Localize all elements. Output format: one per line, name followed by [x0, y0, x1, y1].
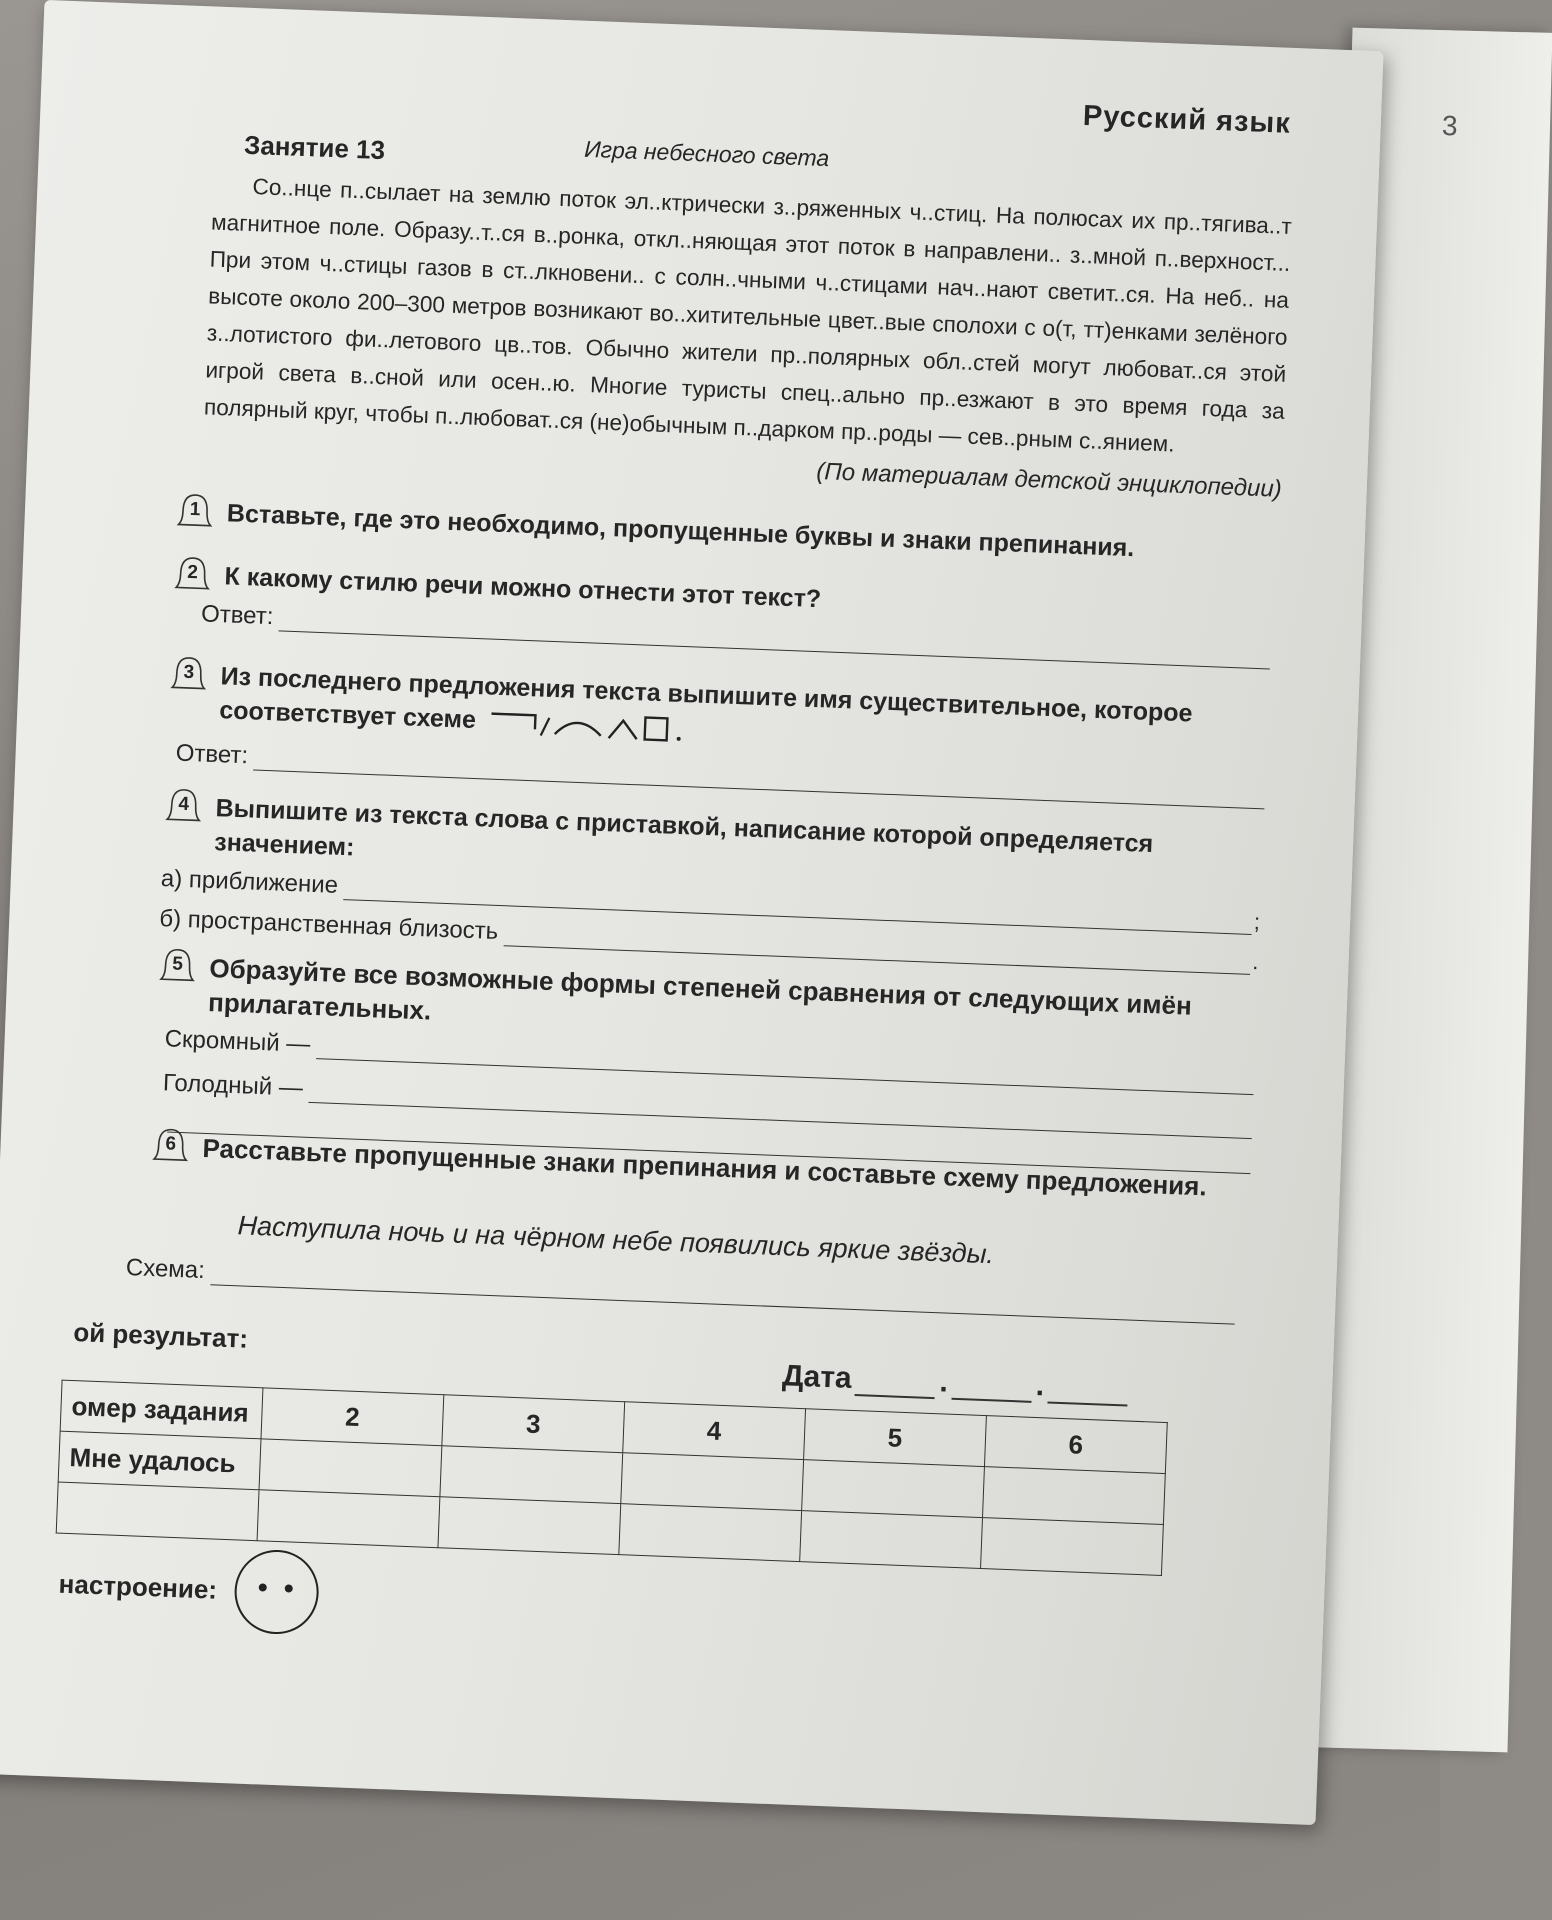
- task-4-number: 4: [178, 793, 190, 816]
- row-label-empty: [56, 1482, 259, 1541]
- morpheme-scheme-icon: [488, 706, 689, 746]
- task-5-question: Образуйте все возможные формы степеней сравнения от следующих имён прилагательных.: [207, 952, 1193, 1026]
- passage-source: (По материалам детской энциклопедии): [815, 457, 1283, 503]
- task-5-item-2-label: Голодный —: [162, 1069, 304, 1102]
- task-4-item-b-punct: .: [1251, 949, 1260, 975]
- table-cell[interactable]: [438, 1497, 621, 1555]
- task-4-item-b-label: б) пространственная близость: [158, 905, 499, 946]
- reading-passage: [203, 167, 1292, 467]
- task-3-badge: [168, 653, 209, 693]
- table-cell[interactable]: [800, 1511, 983, 1569]
- date-month-field[interactable]: [951, 1380, 1032, 1403]
- results-title: ой результат:: [72, 1317, 249, 1354]
- success-cell[interactable]: [802, 1460, 985, 1518]
- task-5-number: 5: [171, 953, 184, 975]
- task-6-scheme-label: Схема:: [125, 1254, 206, 1285]
- task-1-number: 1: [189, 498, 201, 521]
- lesson-title: Занятие 13: [243, 129, 386, 166]
- passage-text: Со..нце п..сылает на землю поток эл..ктрически з..ряженных ч..стиц. На полюсах их пр..тягива..т магнитное поле. Образу..т..ся в..ронка, откл..няющая этот поток в направлени.. з..мной п..верхност... При этом ч..стицы газов в ст..лкновени.. с солн..чными ч..стицами нач..нают светит..ся. На неб.. на высоте около 200–300 метров возникают во..хитительные цвет..вые сполохи с о(т, тт)енками зелёного з..лотистого фи..летового цв..тов. Обычно жители пр..полярных обл..стей могут любоват..ся этой игрой света в..сной или осен..ю. Многие туристы спец..ально пр..езжают в это время года за полярный круг, чтобы п..любоват..ся (не)обычным п..дарком пр..роды — сев..рным с..янием.: [203, 174, 1293, 457]
- results-table: [56, 1380, 1168, 1576]
- task-2-number: 2: [186, 561, 199, 584]
- task-number-cell: 4: [623, 1402, 806, 1460]
- text-title: Игра небесного света: [583, 135, 830, 172]
- date-day-field[interactable]: [855, 1376, 936, 1399]
- facing-page-number: 3: [1441, 110, 1458, 142]
- task-5-item-1-label: Скромный —: [164, 1025, 311, 1058]
- task-3-question-text: Из последнего предложения текста выпишите имя существительное, которое соответствует схеме: [218, 662, 1194, 735]
- row-label-task-number: омер задания: [60, 1380, 263, 1439]
- page-content: [58, 66, 1302, 1707]
- task-4-item-a-punct: ;: [1253, 909, 1261, 935]
- task-2-question: К какому стилю речи можно отнести этот текст?: [224, 562, 822, 614]
- task-number-cell: 6: [984, 1416, 1167, 1474]
- success-cell[interactable]: [259, 1439, 442, 1497]
- mood-label: настроение:: [58, 1568, 218, 1605]
- smiley-eye-left: [259, 1583, 267, 1591]
- task-2-answer-label: Ответ:: [200, 600, 274, 631]
- task-6-question: Расставьте пропущенные знаки препинания и составьте схему предложения.: [202, 1132, 1208, 1202]
- task-4-badge: [163, 785, 204, 825]
- task-number-cell: 2: [261, 1388, 444, 1446]
- morpheme-scheme: [488, 706, 689, 746]
- subject-title: Русский язык: [1082, 99, 1292, 140]
- task-number-cell: 3: [442, 1395, 625, 1453]
- task-3-number: 3: [183, 661, 195, 684]
- date-row: Дата . .: [782, 1359, 1133, 1406]
- success-cell[interactable]: [621, 1453, 804, 1511]
- mood-row: [57, 1542, 320, 1636]
- task-6-scheme-line[interactable]: [210, 1262, 1235, 1324]
- smiley-face-icon[interactable]: [233, 1548, 320, 1635]
- date-label: Дата: [781, 1359, 853, 1395]
- task-6-number: 6: [165, 1133, 177, 1155]
- table-cell[interactable]: [257, 1490, 440, 1548]
- date-year-field[interactable]: [1048, 1383, 1129, 1406]
- task-6-example-sentence: Наступила ночь и на чёрном небе появились яркие звёзды.: [237, 1210, 995, 1270]
- task-4-question: Выпишите из текста слова с приставкой, написание которой определяется значением:: [213, 794, 1154, 862]
- task-6-scheme-row: [125, 1254, 1235, 1325]
- success-cell[interactable]: [440, 1446, 623, 1504]
- task-number-cell: 5: [804, 1409, 987, 1467]
- task-1-badge: [174, 490, 215, 530]
- table-cell[interactable]: [619, 1504, 802, 1562]
- smiley-eye-right: [285, 1584, 293, 1592]
- task-2-badge: [172, 553, 213, 593]
- task-6-badge: [150, 1125, 191, 1165]
- task-3-answer-label: Ответ:: [175, 739, 249, 770]
- table-cell[interactable]: [981, 1518, 1164, 1576]
- row-label-success: Мне удалось: [58, 1431, 261, 1490]
- task-5-badge: [157, 945, 198, 985]
- task-4-item-a-label: а) приближение: [160, 865, 339, 899]
- success-cell[interactable]: [982, 1467, 1165, 1525]
- task-1-question: Вставьте, где это необходимо, пропущенные буквы и знаки препинания.: [226, 499, 1135, 563]
